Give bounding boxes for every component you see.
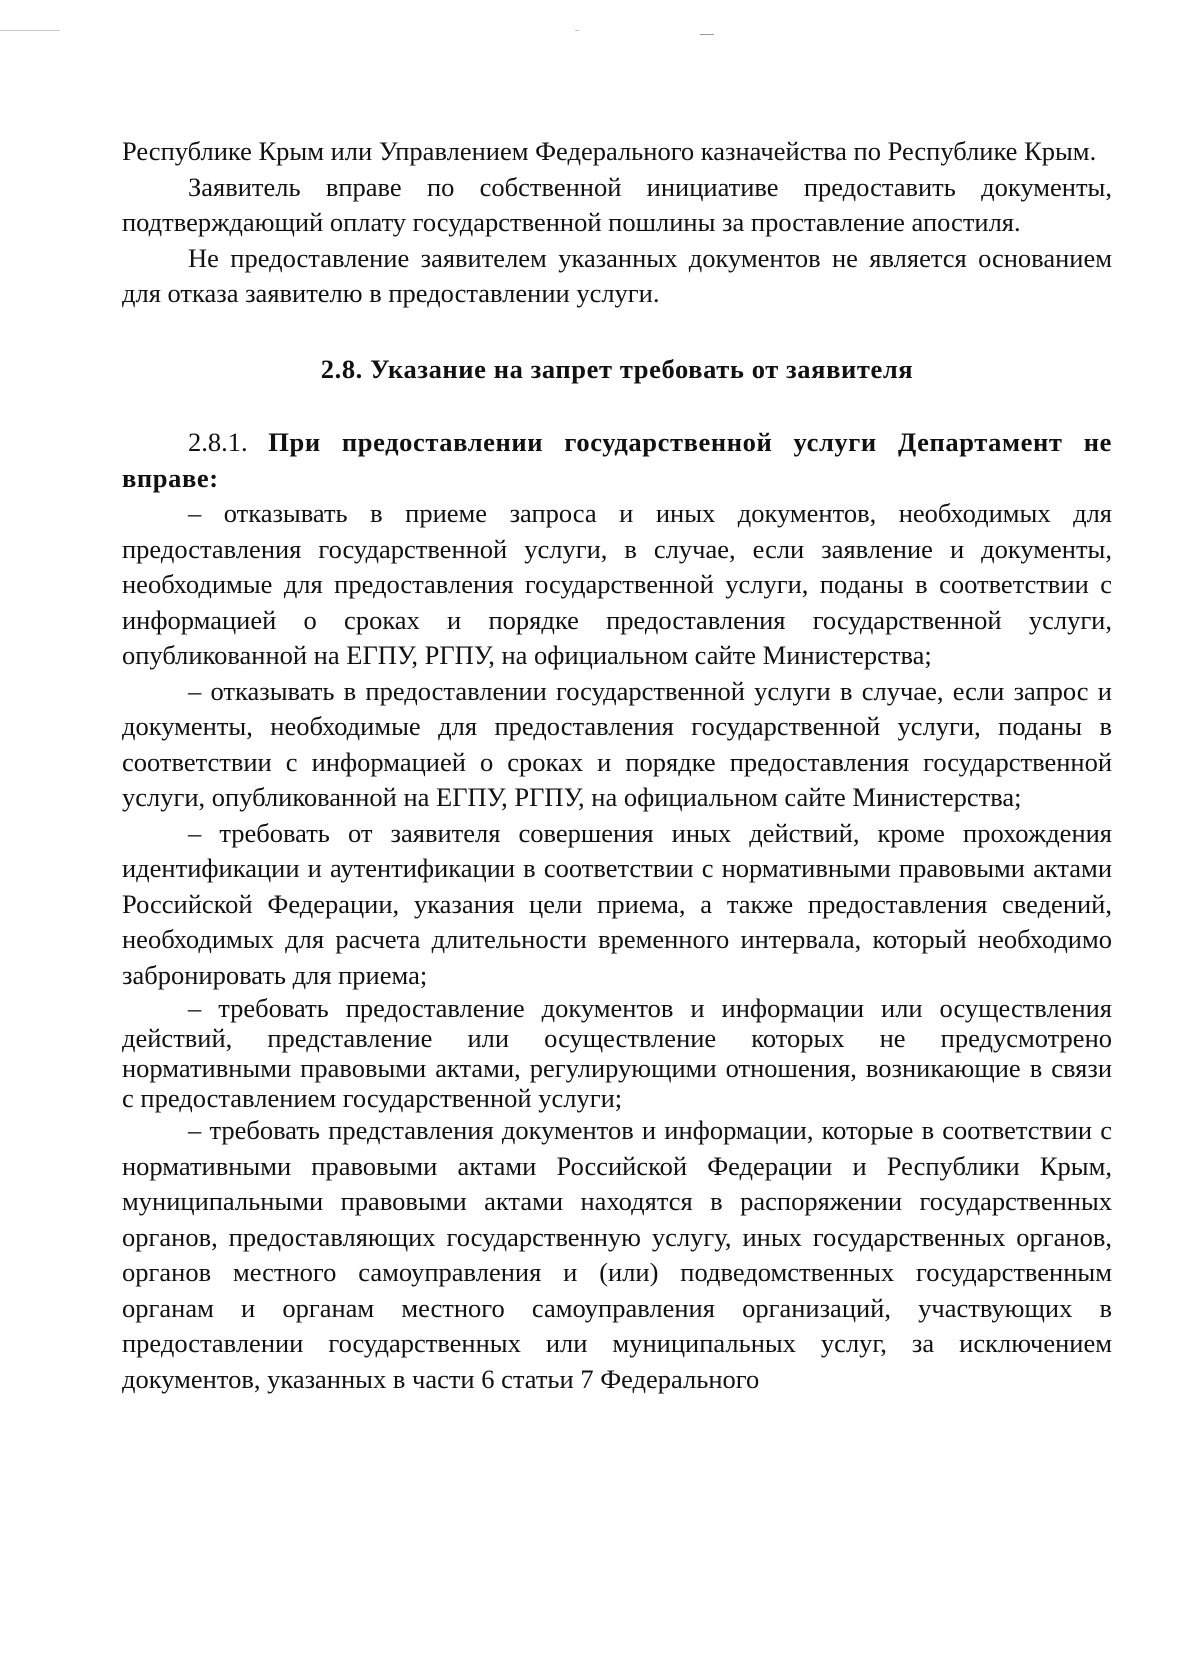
paragraph-continuation: Республике Крым или Управлением Федерального казначейства по Республике Крым. — [122, 136, 1097, 166]
list-item: – отказывать в приеме запроса и иных документов, необходимых для предоставления государственной услуги, в случае, если заявление и документы, необходимые для предоставления государственной услуги, поданы в соответствии с информацией о сроках и порядке предоставления государственной услуги, опубликованной на ЕГПУ, РГПУ, на официальном сайте Министерства; — [122, 498, 1112, 670]
list-item: – отказывать в предоставлении государственной услуги в случае, если запрос и документы, необходимые для предоставления государственной услуги, поданы в соответствии с информацией о сроках и порядке предоставления государственной услуги, опубликованной на ЕГПУ, РГПУ, на официальном сайте Министерства; — [122, 675, 1112, 812]
clause-title: При предоставлении государственной услуги Департамент не вправе: — [122, 427, 1112, 493]
paragraph-non-provision: Не предоставление заявителем указанных документов не является основанием для отказа заявителю в предоставлении услуги. — [122, 242, 1112, 308]
paragraph-applicant-right: Заявитель вправе по собственной инициативе предоставить документы, подтверждающий оплату государственной пошлины за проставление апостиля. — [122, 171, 1112, 237]
section-heading: 2.8. Указание на запрет требовать от заявителя — [320, 353, 914, 384]
list-item: – требовать предоставление документов и информации или осуществления действий, представление или осуществление которых не предусмотрено нормативными правовыми актами, регулирующими отношения, возникающие в связи с предоставлением государственной услуги; — [122, 993, 1112, 1113]
scan-artifact-right — [700, 34, 714, 35]
document-body — [122, 134, 1112, 1397]
list-item: – требовать от заявителя совершения иных действий, кроме прохождения идентификации и аутентификации в соответствии с нормативными правовыми актами Российской Федерации, указания цели приема, а также предоставления сведений, необходимых для расчета длительности временного интервала, который необходимо забронировать для приема; — [122, 817, 1112, 990]
scan-artifact-left — [0, 30, 60, 31]
scan-artifact-center — [575, 30, 579, 31]
list-item: – требовать представления документов и информации, которые в соответствии с нормативными правовыми актами Российской Федерации и Республики Крым, муниципальными правовыми актами находятся в распоряжении государственных органов, предоставляющих государственную услугу, иных государственных органов, органов местного самоуправления и (или) подведомственных государственным органам и органам местного самоуправления организаций, участвующих в предоставлении государственных или муниципальных услуг, за исключением документов, указанных в части 6 статьи 7 Федерального — [122, 1115, 1112, 1394]
clause-2-8-1 — [122, 425, 1112, 496]
clause-number: 2.8.1. — [188, 427, 248, 457]
